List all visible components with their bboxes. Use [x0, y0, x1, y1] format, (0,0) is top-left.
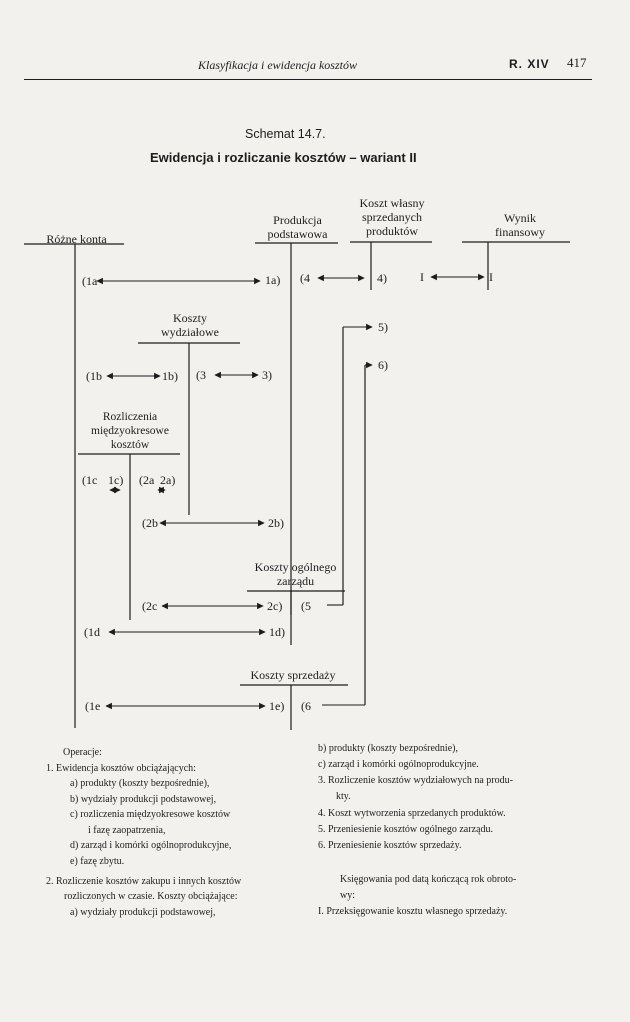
mark-1d-right: 1d): [269, 625, 285, 639]
mark-I-left: I: [420, 270, 424, 284]
op-left-line: b) wydziały produkcji podstawowej,: [70, 794, 217, 805]
op-left-line: c) rozliczenia międzyokresowe kosztów: [70, 809, 231, 820]
page-number: 417: [567, 55, 587, 70]
mark-1c-left: (1c: [82, 473, 98, 487]
account-sprzedazy: Koszty sprzedaży: [250, 668, 336, 682]
operations-heading: Operacje:: [63, 747, 102, 758]
mark-I-right: I: [489, 270, 493, 284]
account-rozne-konta: Różne konta: [46, 232, 107, 246]
account-ogolne: Koszty ogólnego zarządu: [254, 560, 337, 588]
op-right-line: b) produkty (koszty bezpośrednie),: [318, 743, 458, 754]
op-left-line: rozliczonych w czasie. Koszty obciążające:: [64, 891, 238, 902]
mark-2a-left: (2a: [139, 473, 155, 487]
account-rozliczenia: Rozliczenia międzyokresowe kosztów: [91, 411, 169, 451]
mark-6-left: (6: [301, 699, 311, 713]
op-left-line: 1. Ewidencja kosztów obciążających:: [46, 763, 196, 774]
op-right-line: 4. Koszt wytworzenia sprzedanych produktów.: [318, 808, 506, 819]
op-right-line: 3. Rozliczenie kosztów wydziałowych na produ-: [318, 775, 513, 786]
mark-2b-left: (2b: [142, 516, 158, 530]
account-produkcja: Produkcja podstawowa: [267, 213, 328, 241]
mark-2c-left: (2c: [142, 599, 158, 613]
mark-1d-left: (1d: [84, 625, 100, 639]
mark-4-left: (4: [300, 271, 310, 285]
mark-5-right: 5): [378, 320, 388, 334]
op-left-line: e) fazę zbytu.: [70, 856, 125, 867]
op-left-line: a) wydziały produkcji podstawowej,: [70, 907, 216, 918]
op-left-line: i fazę zaopatrzenia,: [88, 825, 166, 836]
running-title: Klasyfikacja i ewidencja kosztów: [198, 58, 357, 72]
op-right-line: kty.: [336, 791, 351, 802]
op-right-line: c) zarząd i komórki ogólnoprodukcyjne.: [318, 759, 479, 770]
op-right-line: wy:: [340, 890, 355, 901]
mark-3-right: 3): [262, 368, 272, 382]
account-wydzialowe: Koszty wydziałowe: [161, 311, 219, 339]
op-left-line: 2. Rozliczenie kosztów zakupu i innych kosztów: [46, 876, 242, 887]
op-right-line: Księgowania pod datą kończącą rok obroto-: [340, 874, 517, 885]
mark-1b-right: 1b): [162, 369, 178, 383]
mark-5-left: (5: [301, 599, 311, 613]
account-wynik: Wynik finansowy: [495, 211, 545, 239]
mark-1b-left: (1b: [86, 369, 102, 383]
chapter-label: R. XIV: [509, 57, 550, 71]
mark-6-right: 6): [378, 358, 388, 372]
mark-2b-right: 2b): [268, 516, 284, 530]
mark-1a-left: (1a: [82, 274, 98, 288]
op-right-line: 6. Przeniesienie kosztów sprzedaży.: [318, 840, 462, 851]
mark-3-left: (3: [196, 368, 206, 382]
mark-1e-left: (1e: [85, 699, 101, 713]
schema-title: Ewidencja i rozliczanie kosztów – wariant II: [150, 150, 417, 165]
mark-1a-right: 1a): [265, 273, 281, 287]
op-left-line: a) produkty (koszty bezpośrednie),: [70, 778, 210, 789]
mark-2a-right: 2a): [160, 473, 176, 487]
op-left-line: d) zarząd i komórki ogólnoprodukcyjne,: [70, 840, 232, 851]
op-right-line: 5. Przeniesienie kosztów ogólnego zarządu.: [318, 824, 493, 835]
account-koszt-wlasny: Koszt własny sprzedanych produktów: [359, 196, 425, 238]
mark-2c-right: 2c): [267, 599, 283, 613]
mark-4-right: 4): [377, 271, 387, 285]
schema-number: Schemat 14.7.: [245, 127, 326, 141]
op-right-line: I. Przeksięgowanie kosztu własnego sprzedaży.: [318, 906, 508, 917]
mark-1c-right: 1c): [108, 473, 124, 487]
mark-1e-right: 1e): [269, 699, 285, 713]
